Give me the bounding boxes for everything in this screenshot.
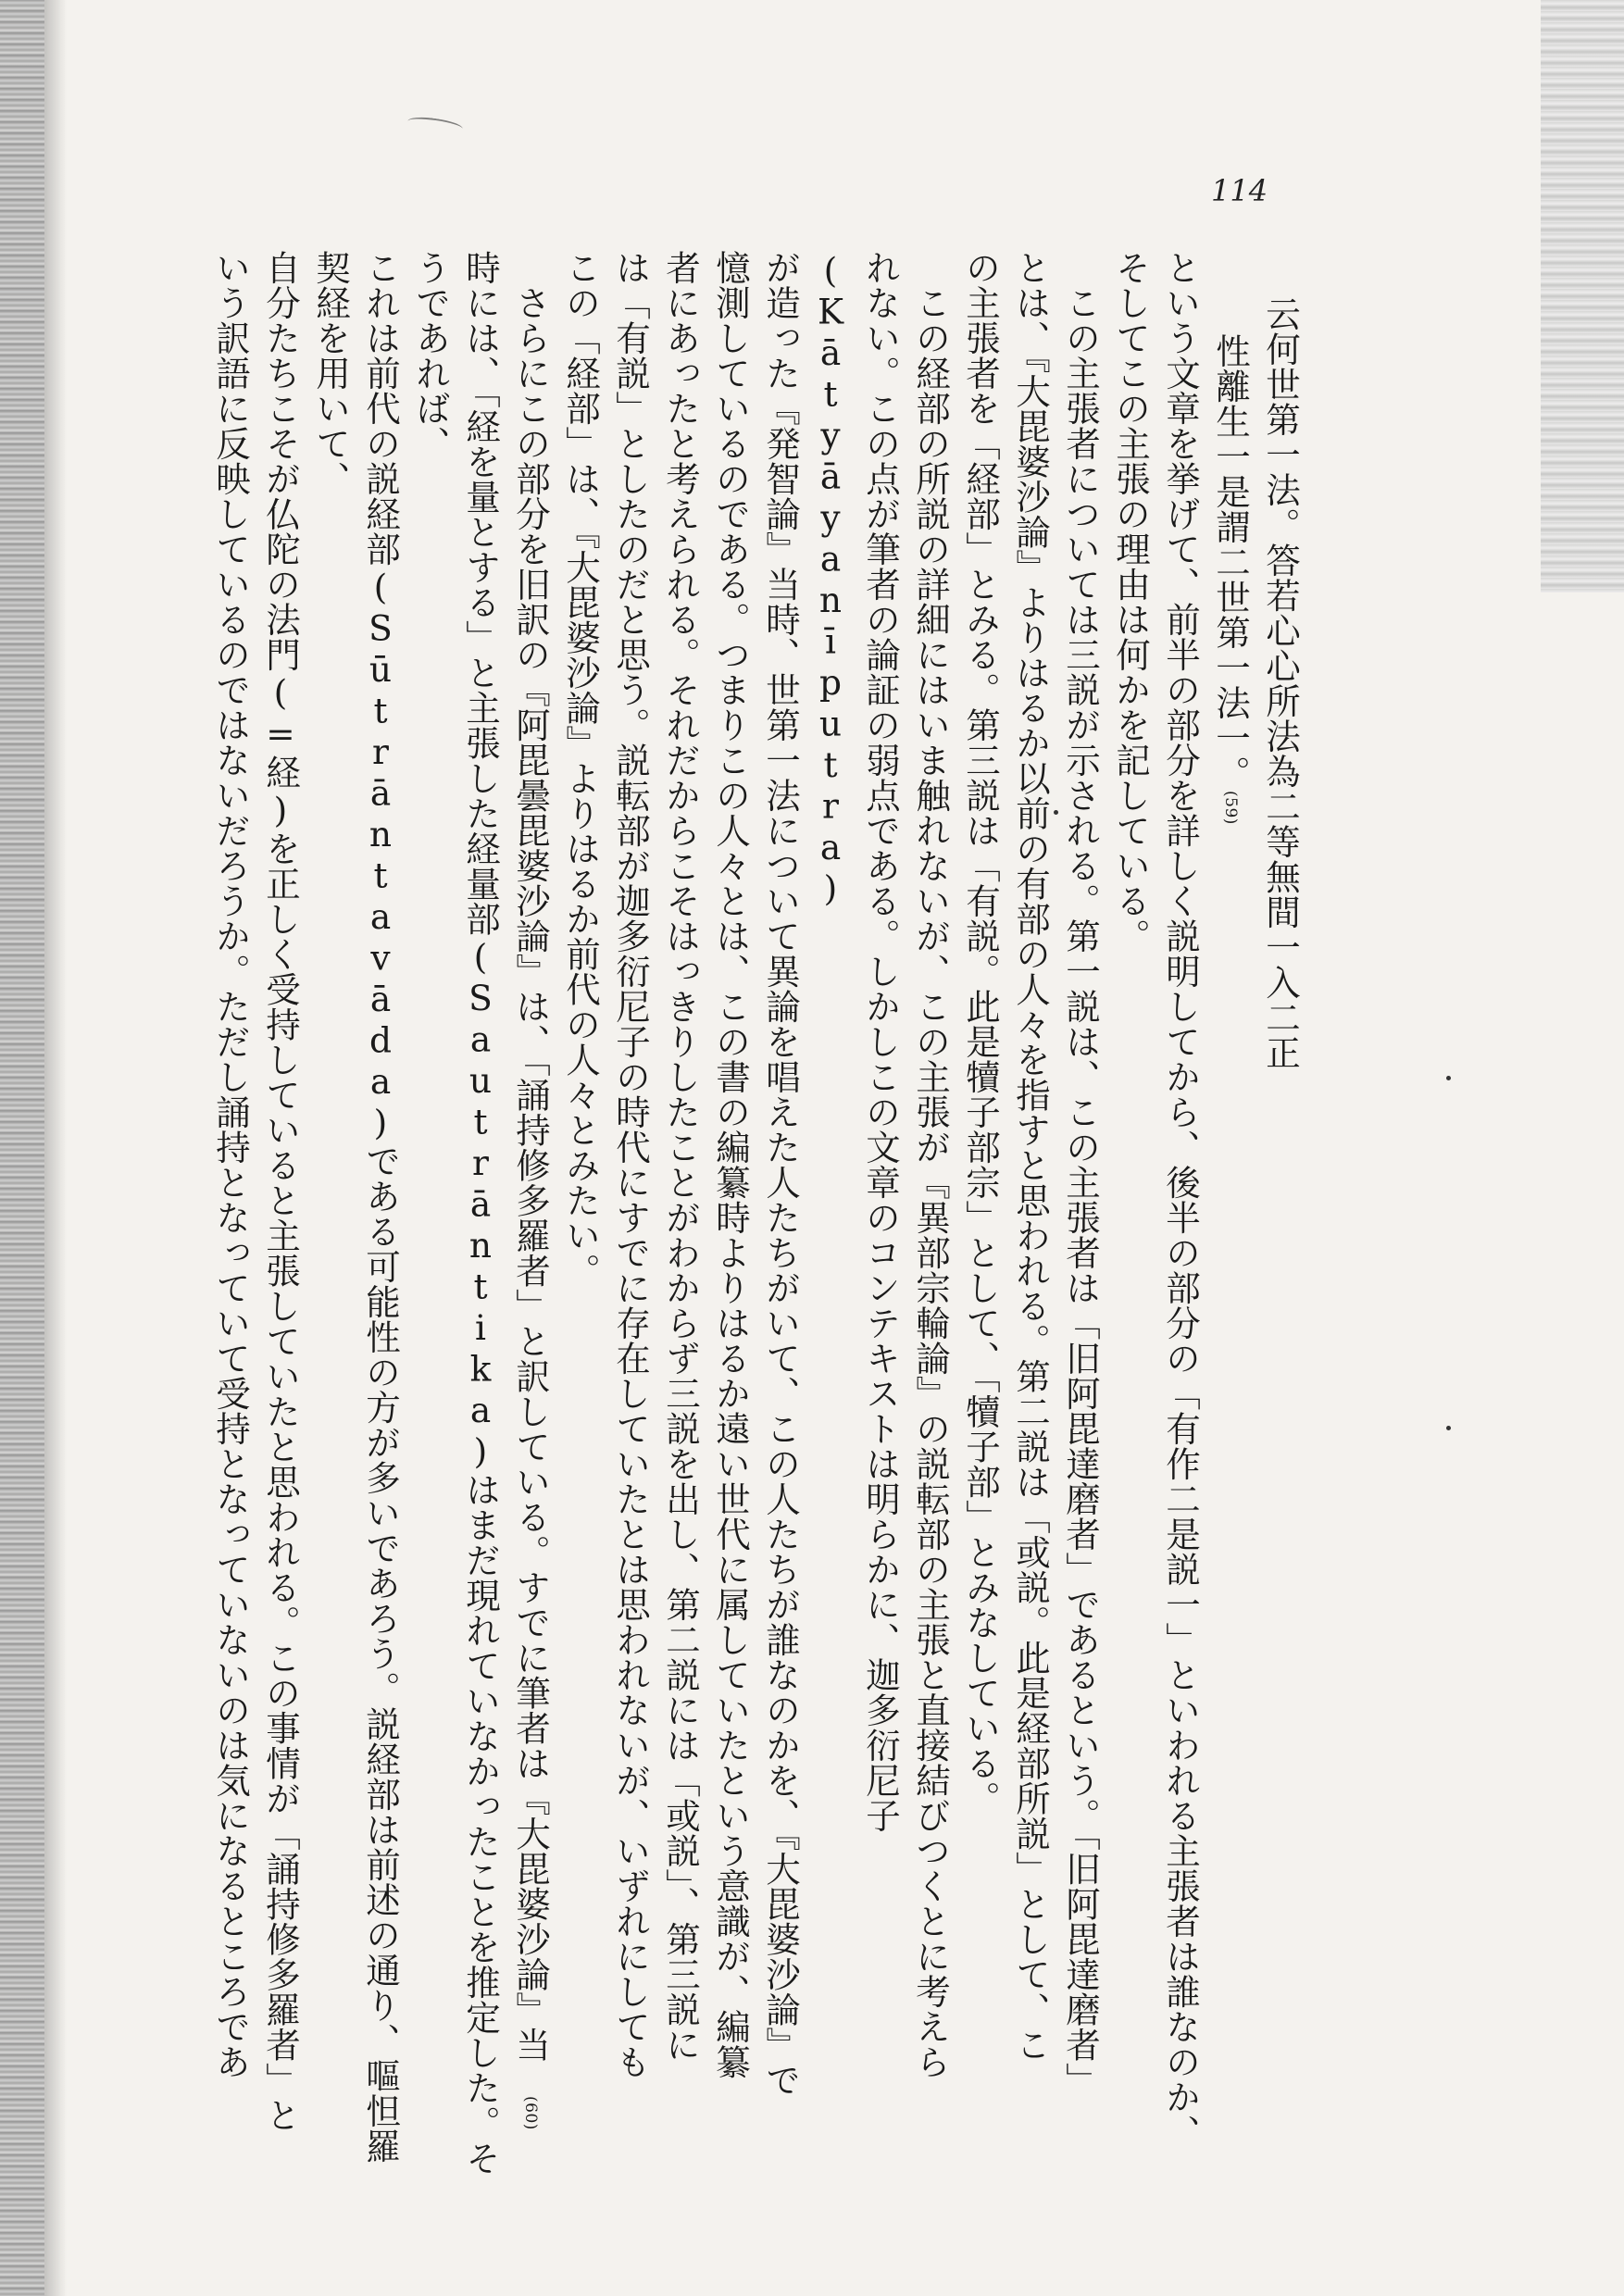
text-column	[256, 250, 306, 2185]
text-column	[1056, 250, 1106, 2185]
text-column-content: 者にあったと考えられる。それだからこそはっきりしたことがわからず三説を出し、第二説には「或説」、第三説に	[660, 250, 701, 2063]
text-column-content: さらにこの部分を旧訳の『阿毘曇毘婆沙論』は、「誦持修多羅者」と訳している。すでに筆者は『大毘婆沙論』当	[510, 284, 551, 2062]
scan-edge-right	[1541, 0, 1624, 593]
ink-smudge	[406, 115, 463, 135]
speck	[1446, 1426, 1451, 1430]
text-column-content: いう訳語に反映しているのではないだろうか。ただし誦持となっていて受持となっていないのは気になるところであ	[210, 250, 251, 2079]
text-column-content: そしてこの主張の理由は何かを記している。	[1110, 250, 1151, 954]
footnote-marker[interactable]: (59)	[1221, 791, 1240, 825]
speck	[1446, 1076, 1451, 1080]
scan-edge-left	[0, 0, 44, 2296]
text-column	[756, 250, 806, 2185]
text-column	[606, 250, 656, 2185]
text-column	[1255, 296, 1305, 2185]
text-column-content: 自分たちこそが仏陀の法門(=経)を正しく受持していると主張していたと思われる。この事情が「誦持修多羅者」と	[260, 250, 301, 2133]
text-column-content: この「経部」は、『大毘婆沙論』よりはるか前代の人々とみたい。	[560, 250, 601, 1289]
text-column-content: この経部の所説の詳細にはいま触れないが、この主張が『異部宗輪論』の説転部の主張と直接結びつくとに考えら	[910, 284, 951, 2079]
text-column	[1006, 250, 1056, 2185]
text-column	[956, 250, 1006, 2185]
text-column	[1106, 250, 1156, 2185]
text-column	[1206, 333, 1255, 2185]
text-column-content: は「有説」としたのだと思う。説転部が迦多衍尼子の時代にすでに存在していたとは思われないが、いずれにしても	[610, 250, 651, 2079]
text-column	[406, 250, 506, 2185]
text-column-content: れない。この点が筆者の論証の弱点である。しかしこの文章のコンテキストは明らかに、迦多衍尼子(Kātyāyanīputra)	[810, 250, 901, 1833]
text-column	[306, 250, 406, 2185]
text-column-content: 云何世第一法。答若心心所法為二等無間一入二正	[1260, 296, 1301, 1070]
text-column-content: という文章を挙げて、前半の部分を詳しく説明してから、後半の部分の「有作二是説一」といわれる主張者は誰なのか、	[1160, 250, 1201, 2150]
body-text	[56, 250, 1305, 2185]
text-column	[906, 250, 956, 2185]
text-column	[706, 250, 756, 2185]
text-column-content: 時には、「経を量とする」と主張した経量部(Sautrāntika)はまだ現れていなかったことを推定した。そうであれば、	[410, 250, 501, 2176]
text-column-content: この主張者については三説が示される。第一説は、この主張者は「旧阿毘達磨者」であるという。「旧阿毘達磨者」	[1060, 284, 1101, 2097]
text-column	[206, 250, 256, 2185]
text-column	[506, 250, 556, 2185]
text-column	[806, 250, 906, 2185]
text-column-content: の主張者を「経部」とみる。第三説は「有説。此是犢子部宗」として、「犢子部」とみなしている。	[960, 250, 1001, 1816]
text-column-content: 憶測しているのである。つまりこの人々とは、この書の編纂時よりはるか遠い世代に属していたという意識が、編纂	[710, 250, 751, 2079]
text-column	[1156, 250, 1206, 2185]
text-column-content: これは前代の説経部(Sūtrāntavāda)である可能性の方が多いであろう。説経部は前述の通り、嘔怛羅契経を用いて、	[310, 250, 401, 2164]
speck	[1054, 810, 1058, 815]
page-number: 114	[1211, 173, 1268, 208]
text-column	[656, 250, 706, 2185]
text-column-content: 性離生一是謂二世第一法一。	[1210, 333, 1251, 791]
text-column-content: とは、『大毘婆沙論』よりはるか以前の有部の人々を指すと思われる。第二説は「或説。此是経部所説」として、こ	[1010, 250, 1051, 2063]
footnote-marker[interactable]: (60)	[521, 2096, 540, 2131]
text-column-content: が造った『発智論』当時、世第一法について異論を唱えた人たちがいて、この人たちが誰なのかを、『大毘婆沙論』で	[760, 250, 801, 2098]
text-column	[556, 250, 606, 2185]
